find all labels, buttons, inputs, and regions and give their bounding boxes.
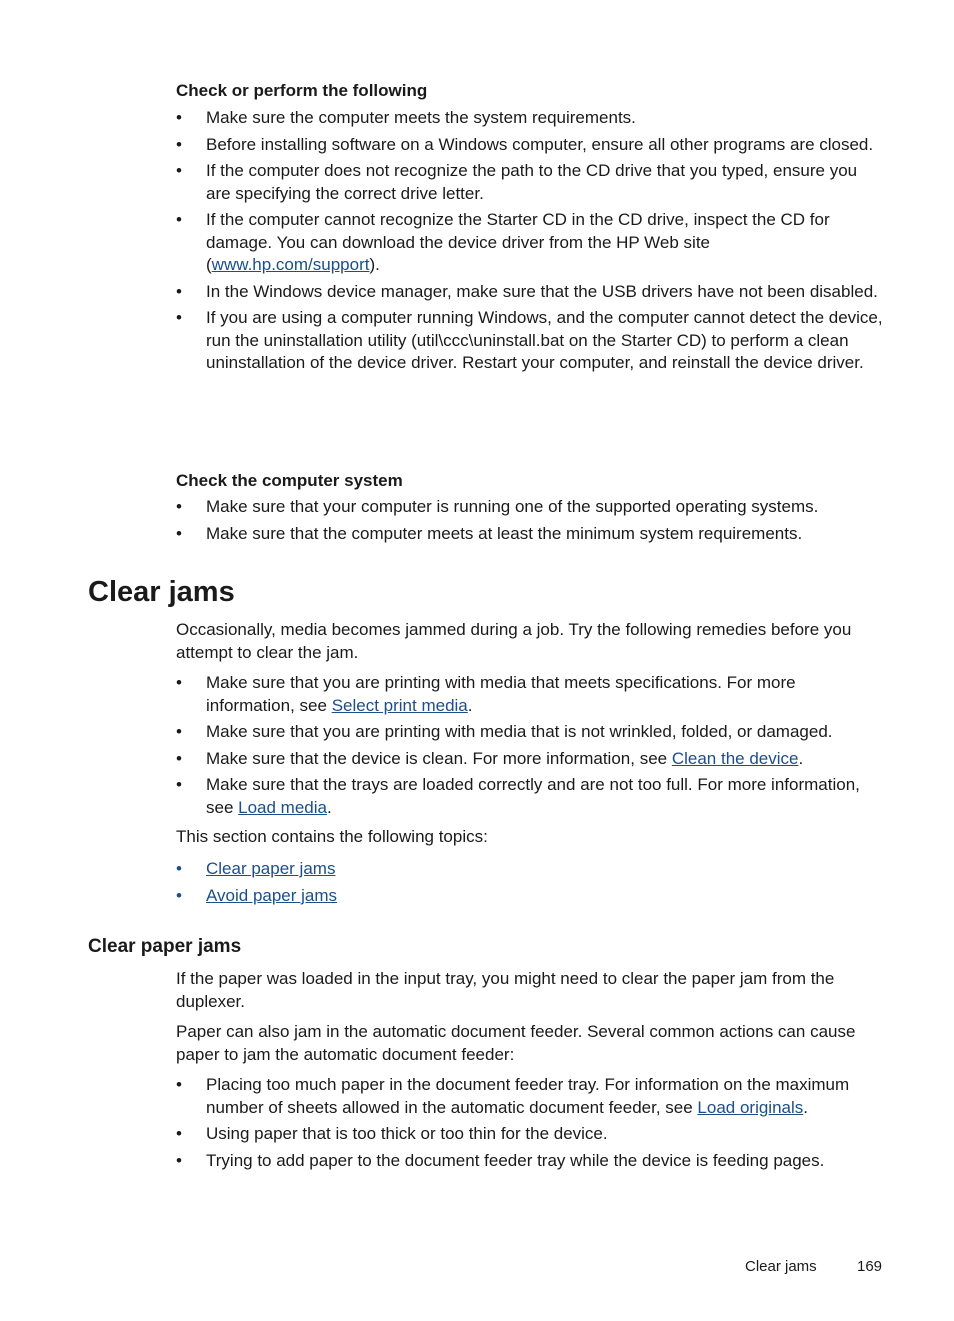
hp-support-link[interactable]: www.hp.com/support — [211, 255, 370, 274]
select-print-media-link[interactable]: Select print media — [331, 695, 468, 715]
clear-paper-jams-link[interactable]: Clear paper jams — [206, 859, 336, 878]
footer-section-name: Clear jams — [745, 1258, 817, 1275]
clean-the-device-link[interactable]: Clean the device — [671, 748, 799, 768]
check-perform-list — [176, 107, 886, 379]
check-perform-heading: Check or perform the following — [176, 81, 428, 100]
list-item: • If you are using a computer running Windows, and the computer cannot detect the device, run the uninstallation utility (util\ccc\uninstall.bat on the Starter CD) to perform a clean uninstallation of the device driver. Restart your computer, and reinstall the device driver. — [176, 308, 883, 372]
check-system-heading: Check the computer system — [176, 471, 403, 490]
list-item: • Make sure that the device is clean. For more information, see Clean the device. — [176, 748, 804, 768]
list-item: • Make sure that you are printing with media that meets specifications. For more information, see Select print media. — [176, 673, 796, 715]
list-item: • Make sure that you are printing with media that is not wrinkled, folded, or damaged. — [176, 722, 833, 741]
causes-list — [176, 1074, 886, 1176]
list-item: • If the computer does not recognize the path to the CD drive that you typed, ensure you are specifying the correct drive letter. — [176, 161, 858, 203]
list-item: • Using paper that is too thick or too thin for the device. — [176, 1124, 608, 1143]
list-item: • Avoid paper jams — [176, 885, 338, 905]
check-system-list — [176, 496, 886, 549]
clear-paper-jams-p1: If the paper was loaded in the input tray, you might need to clear the paper jam from the duplexer. — [176, 969, 835, 1011]
list-item: • Trying to add paper to the document feeder tray while the device is feeding pages. — [176, 1150, 825, 1170]
clear-jams-intro: Occasionally, media becomes jammed during a job. Try the following remedies before you attempt to clear the jam. — [176, 620, 852, 662]
topics-list — [176, 858, 886, 911]
load-media-link[interactable]: Load media — [238, 797, 327, 817]
clear-jams-title: Clear jams — [88, 576, 235, 608]
list-item: • Placing too much paper in the document feeder tray. For information on the maximum number of sheets allowed in the automatic document feeder, see Load originals. — [176, 1075, 850, 1117]
footer-page-number: 169 — [857, 1258, 883, 1275]
list-item: • Make sure that your computer is running one of the supported operating systems. — [176, 497, 819, 516]
clear-paper-jams-p2: Paper can also jam in the automatic document feeder. Several common actions can cause paper to jam the automatic document feeder: — [176, 1022, 856, 1064]
remedies-list — [176, 672, 886, 823]
list-item: • In the Windows device manager, make sure that the USB drivers have not been disabled. — [176, 281, 878, 301]
avoid-paper-jams-link[interactable]: Avoid paper jams — [206, 885, 338, 905]
list-item: • If the computer cannot recognize the Starter CD in the CD drive, inspect the CD for damage. You can download the device driver from the HP Web site (www.hp.com/support). — [176, 210, 830, 274]
list-item: • Make sure that the trays are loaded correctly and are not too full. For more information, see Load media. — [176, 775, 860, 817]
topics-intro: This section contains the following topics: — [176, 827, 488, 846]
list-item: • Make sure that the computer meets at least the minimum system requirements. — [176, 523, 803, 543]
load-originals-link[interactable]: Load originals — [697, 1097, 804, 1117]
list-item: • Before installing software on a Windows computer, ensure all other programs are closed. — [176, 134, 874, 154]
list-item: • Make sure the computer meets the system requirements. — [176, 108, 636, 127]
list-item: • Clear paper jams — [176, 859, 336, 878]
clear-paper-jams-title: Clear paper jams — [88, 936, 242, 957]
